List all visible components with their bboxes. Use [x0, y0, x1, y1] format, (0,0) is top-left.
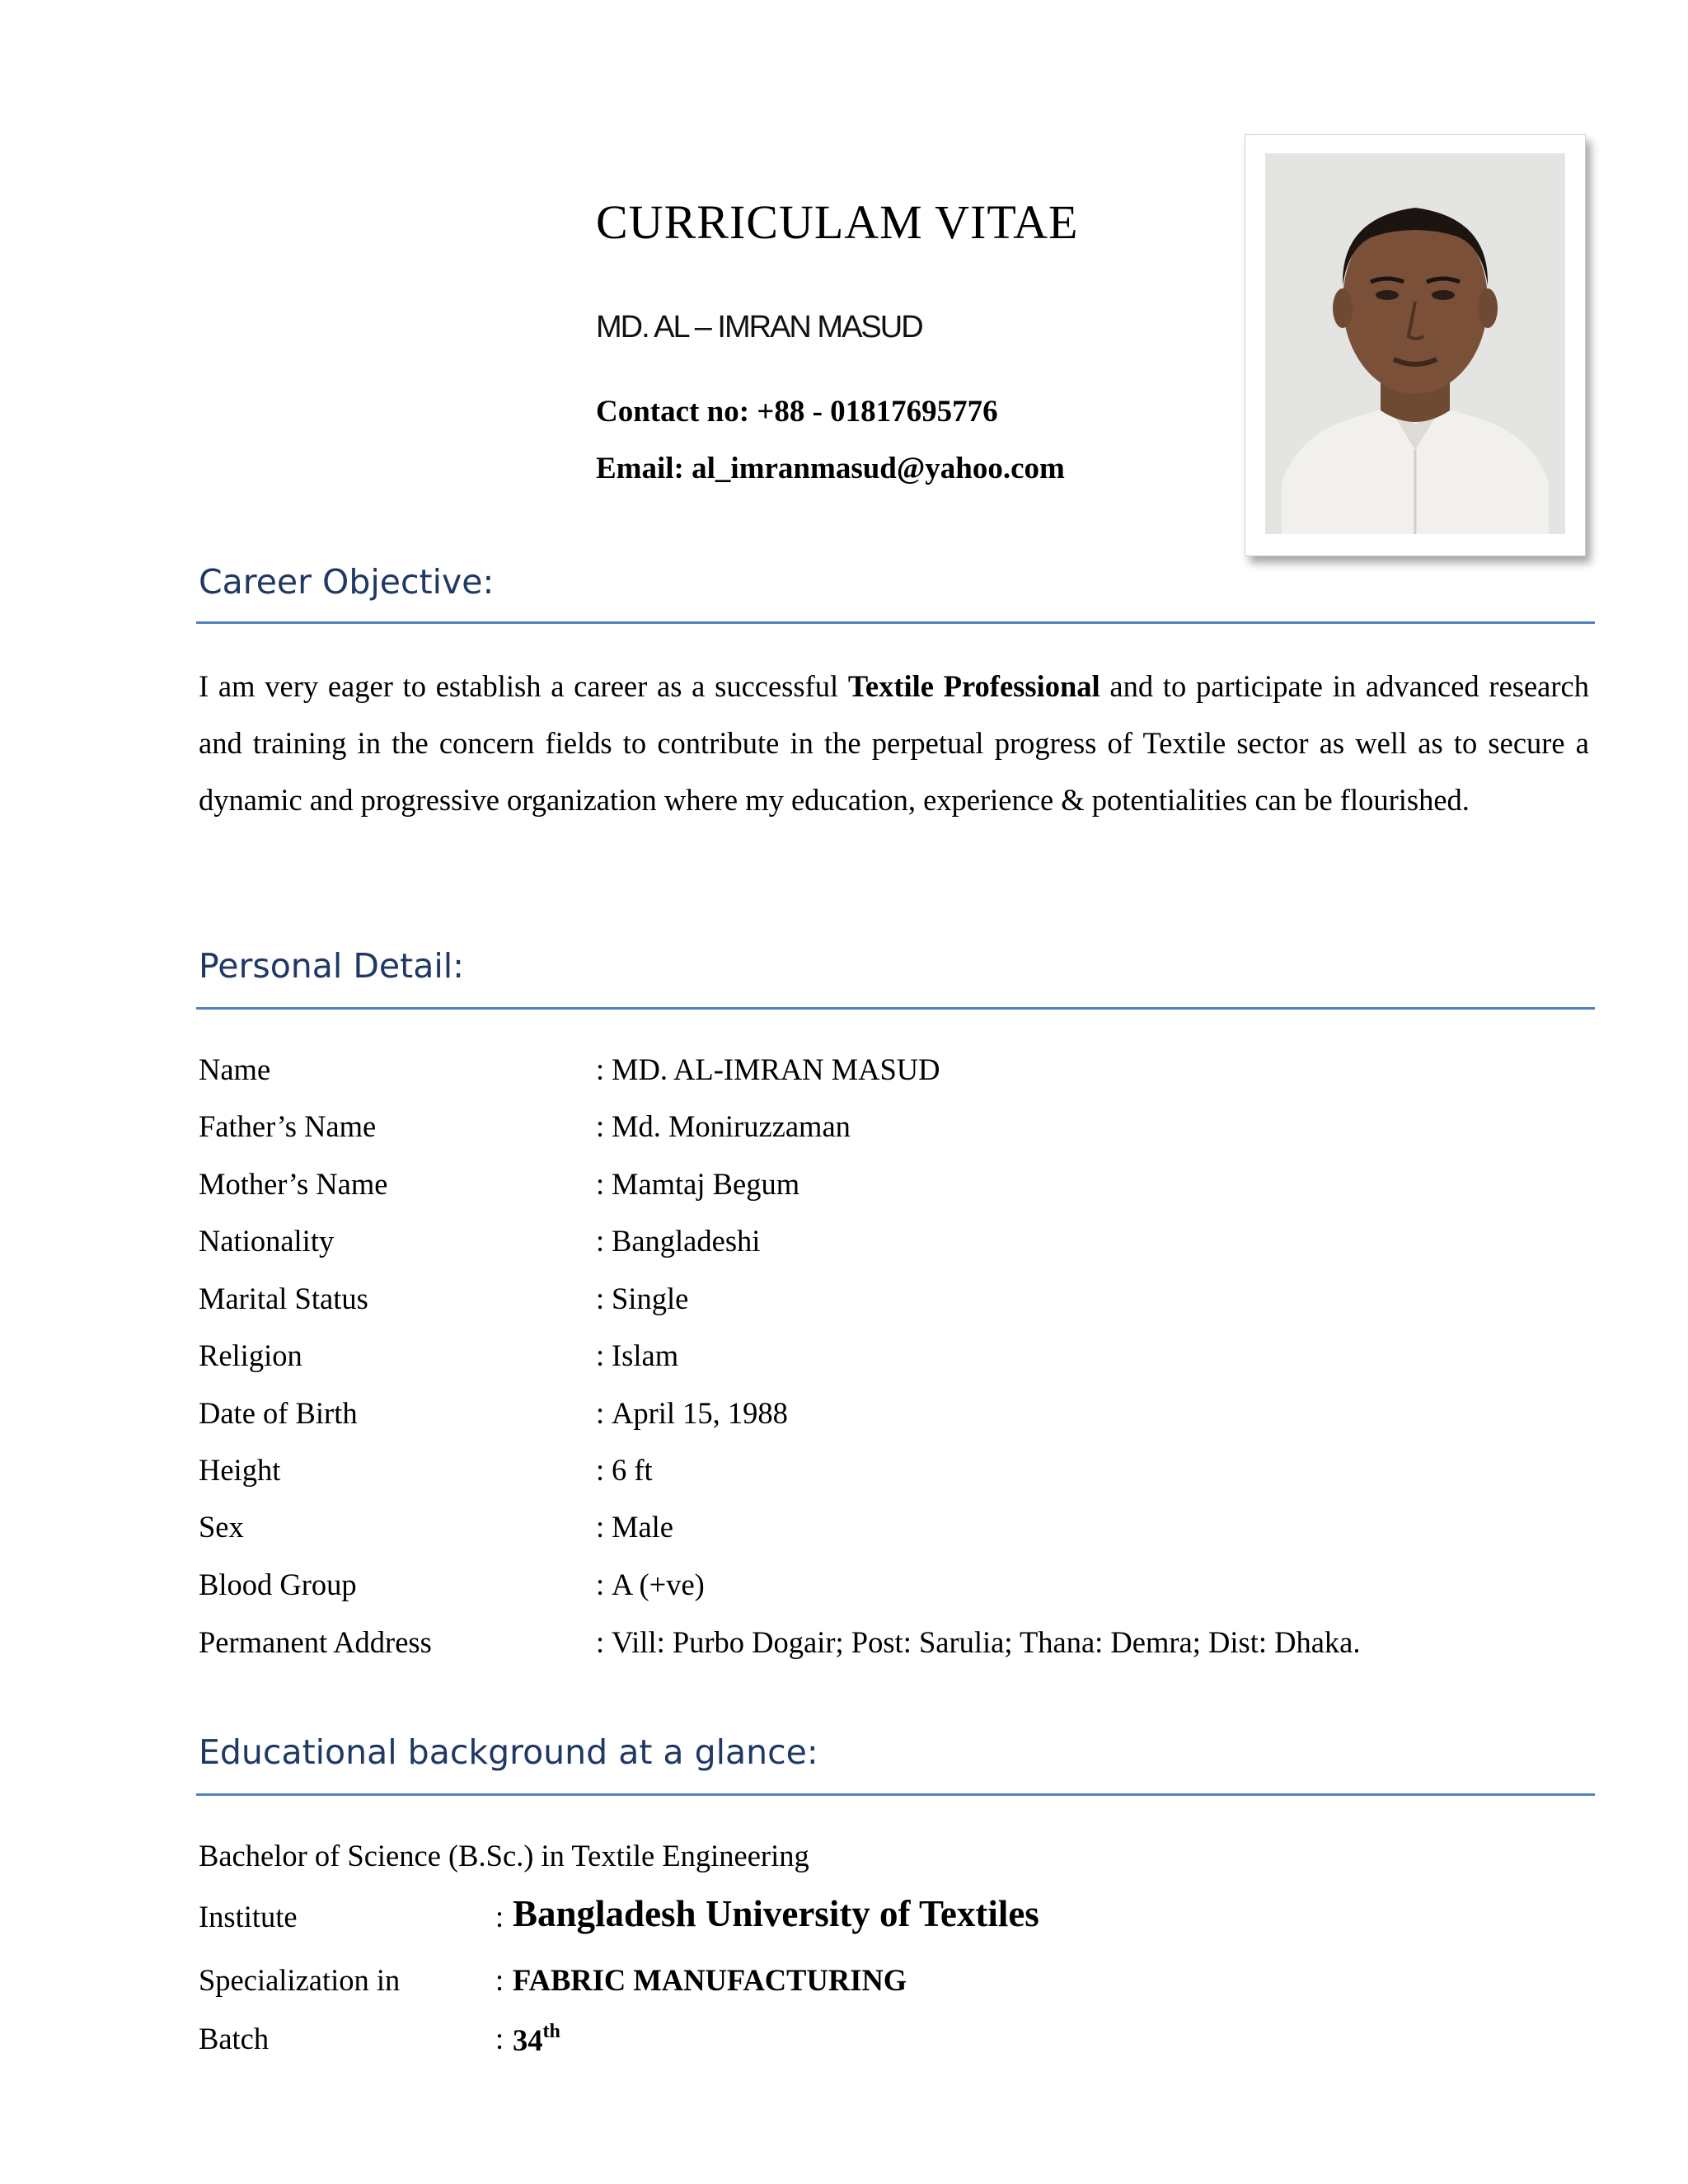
detail-value: Male [612, 1510, 673, 1544]
portrait-image [1265, 153, 1565, 534]
detail-row-name [199, 1052, 1592, 1101]
detail-value: Md. Moniruzzaman [612, 1109, 851, 1143]
detail-row-blood-group [199, 1567, 1592, 1616]
detail-colon: : [596, 1453, 605, 1487]
section-divider [196, 1007, 1595, 1010]
batch-suffix: th [542, 2021, 560, 2042]
detail-value: 6 ft [612, 1453, 653, 1487]
detail-row-marital-status [199, 1281, 1592, 1330]
objective-emphasis: Textile Professional [847, 669, 1100, 703]
detail-colon: : [596, 1338, 605, 1372]
detail-row-father [199, 1108, 1592, 1158]
detail-row-mother [199, 1166, 1592, 1216]
detail-value: Bangladeshi [612, 1224, 761, 1258]
detail-row-permanent-address [199, 1624, 1592, 1674]
education-row-batch [199, 2021, 1592, 2079]
email-address: Email: al_imranmasud@yahoo.com [596, 452, 1065, 485]
detail-label: Marital Status [199, 1282, 368, 1315]
detail-value: Single [612, 1282, 689, 1315]
detail-colon: : [596, 1224, 605, 1258]
contact-number: Contact no: +88 - 01817695776 [596, 395, 998, 429]
detail-colon: : [596, 1625, 605, 1659]
detail-label: Sex [199, 1510, 244, 1544]
detail-row-nationality [199, 1223, 1592, 1272]
detail-label: Permanent Address [199, 1625, 432, 1659]
education-colon: : [495, 1963, 504, 1997]
detail-row-date-of-birth [199, 1395, 1592, 1445]
detail-value: Mamtaj Begum [612, 1167, 800, 1201]
detail-row-height [199, 1452, 1592, 1502]
education-label: Batch [199, 2022, 270, 2055]
career-objective-text [199, 658, 1589, 828]
detail-colon: : [596, 1167, 605, 1201]
detail-row-religion [199, 1338, 1592, 1387]
objective-text-start: I am very eager to establish a career as a successful [199, 669, 848, 703]
career-objective-heading: Career Objective: [199, 562, 495, 602]
section-divider [196, 1793, 1595, 1796]
detail-value: A (+ve) [612, 1568, 705, 1601]
detail-value: Vill: Purbo Dogair; Post: Sarulia; Thana: Demra; Dist: Dhaka. [612, 1625, 1361, 1659]
institute-name: Bangladesh University of Textiles [513, 1893, 1039, 1934]
education-label: Specialization in [199, 1963, 401, 1997]
detail-value: MD. AL-IMRAN MASUD [612, 1052, 940, 1086]
detail-value: Islam [612, 1338, 679, 1372]
detail-row-sex [199, 1509, 1592, 1558]
detail-label: Name [199, 1052, 271, 1086]
detail-label: Nationality [199, 1224, 335, 1258]
detail-label: Height [199, 1453, 281, 1487]
specialization-value: FABRIC MANUFACTURING [513, 1963, 907, 1997]
detail-colon: : [596, 1510, 605, 1544]
detail-colon: : [596, 1396, 605, 1430]
detail-label: Religion [199, 1338, 302, 1372]
education-row-institute [199, 1893, 1592, 1957]
batch-number: 34 [513, 2023, 543, 2057]
degree-title: Bachelor of Science (B.Sc.) in Textile Engineering [199, 1839, 809, 1872]
education-label: Institute [199, 1900, 298, 1933]
batch-value [513, 2021, 560, 2058]
personal-detail-heading: Personal Detail: [199, 946, 464, 986]
objective-text-end: and to participate in advanced research and training in the concern fields to contribute in the perpetual progress of Textile sector as well as to secure a dynamic and progressive organization where my education, experience & potentialities can be flourished. [199, 669, 1589, 817]
detail-colon: : [596, 1282, 605, 1315]
detail-colon: : [596, 1568, 605, 1601]
detail-colon: : [596, 1052, 605, 1086]
education-colon: : [495, 1900, 504, 1933]
detail-label: Mother’s Name [199, 1167, 388, 1201]
profile-photo [1245, 134, 1586, 556]
cv-title: CURRICULAM VITAE [596, 195, 1079, 249]
education-row-specialization [199, 1962, 1592, 2020]
detail-value: April 15, 1988 [612, 1396, 788, 1430]
detail-label: Father’s Name [199, 1109, 377, 1143]
candidate-name: MD. AL – IMRAN MASUD [596, 310, 922, 344]
detail-label: Date of Birth [199, 1396, 358, 1430]
section-divider [196, 621, 1595, 624]
detail-label: Blood Group [199, 1568, 357, 1601]
education-heading: Educational background at a glance: [199, 1732, 818, 1772]
education-colon: : [495, 2022, 504, 2055]
detail-colon: : [596, 1109, 605, 1143]
